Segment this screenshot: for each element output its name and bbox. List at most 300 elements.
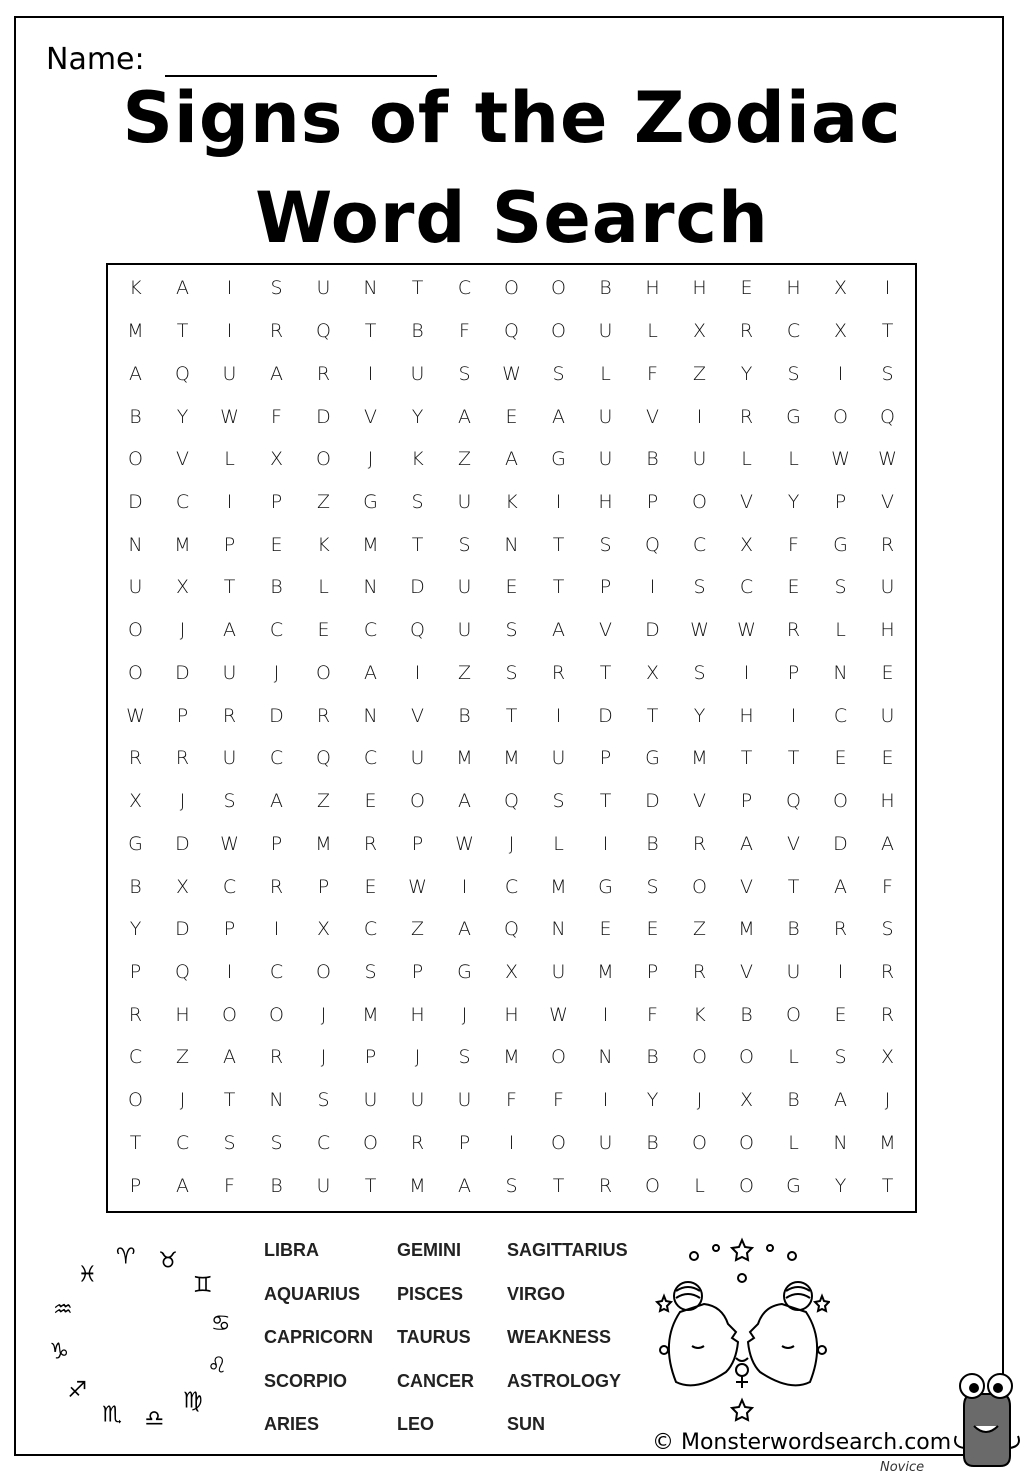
grid-cell[interactable]: H	[880, 619, 895, 642]
grid-cell[interactable]: N	[504, 533, 519, 556]
grid-cell[interactable]: P	[646, 960, 659, 983]
grid-cell[interactable]: Q	[880, 405, 895, 428]
grid-cell[interactable]: M	[362, 533, 379, 556]
grid-cell[interactable]: X	[316, 918, 331, 941]
grid-cell[interactable]: S	[364, 960, 377, 983]
grid-cell[interactable]: E	[364, 790, 377, 813]
grid-cell[interactable]: N	[833, 661, 848, 684]
grid-cell[interactable]: S	[881, 362, 894, 385]
grid-cell[interactable]: W	[502, 362, 521, 385]
grid-cell[interactable]: A	[129, 362, 142, 385]
grid-cell[interactable]: U	[880, 576, 895, 599]
grid-cell[interactable]: S	[599, 533, 612, 556]
grid-cell[interactable]: O	[692, 490, 707, 513]
grid-cell[interactable]: S	[505, 1174, 518, 1197]
grid-cell[interactable]: A	[458, 1174, 471, 1197]
word-search-grid[interactable]	[106, 263, 917, 1213]
grid-cell[interactable]: J	[320, 1046, 327, 1069]
grid-cell[interactable]: F	[553, 1089, 564, 1112]
grid-cell[interactable]: O	[786, 1003, 801, 1026]
grid-cell[interactable]: P	[458, 1131, 471, 1154]
grid-cell[interactable]: Y	[411, 405, 424, 428]
grid-cell[interactable]: P	[599, 747, 612, 770]
grid-cell[interactable]: Q	[504, 918, 519, 941]
grid-cell[interactable]: V	[411, 704, 424, 727]
grid-cell[interactable]: U	[786, 960, 801, 983]
grid-cell[interactable]: G	[598, 875, 613, 898]
grid-cell[interactable]: D	[128, 490, 143, 513]
grid-cell[interactable]: S	[270, 1131, 283, 1154]
grid-cell[interactable]: A	[834, 1089, 847, 1112]
grid-cell[interactable]: T	[552, 533, 565, 556]
grid-cell[interactable]: G	[457, 960, 472, 983]
grid-cell[interactable]: Z	[316, 490, 331, 513]
grid-cell[interactable]: S	[881, 918, 894, 941]
grid-cell[interactable]: C	[316, 1131, 331, 1154]
grid-cell[interactable]: A	[505, 448, 518, 471]
grid-cell[interactable]: J	[508, 832, 515, 855]
grid-cell[interactable]: H	[598, 490, 613, 513]
grid-cell[interactable]: V	[787, 832, 800, 855]
grid-cell[interactable]: N	[833, 1131, 848, 1154]
grid-cell[interactable]: P	[223, 918, 236, 941]
grid-cell[interactable]: F	[788, 533, 799, 556]
grid-cell[interactable]: M	[597, 960, 614, 983]
grid-cell[interactable]: Y	[693, 704, 706, 727]
grid-cell[interactable]: S	[317, 1089, 330, 1112]
grid-cell[interactable]: C	[786, 320, 801, 343]
grid-cell[interactable]: L	[647, 320, 658, 343]
grid-cell[interactable]: J	[179, 619, 186, 642]
grid-cell[interactable]: J	[461, 1003, 468, 1026]
grid-cell[interactable]: W	[690, 619, 709, 642]
grid-cell[interactable]: P	[834, 490, 847, 513]
grid-cell[interactable]: U	[222, 661, 237, 684]
grid-cell[interactable]: B	[646, 832, 659, 855]
grid-cell[interactable]: O	[504, 277, 519, 300]
grid-cell[interactable]: D	[645, 790, 660, 813]
grid-cell[interactable]: E	[599, 918, 612, 941]
grid-cell[interactable]: O	[551, 1046, 566, 1069]
grid-cell[interactable]: W	[737, 619, 756, 642]
grid-cell[interactable]: G	[551, 448, 566, 471]
grid-cell[interactable]: V	[740, 490, 753, 513]
grid-cell[interactable]: O	[222, 1003, 237, 1026]
grid-cell[interactable]: V	[176, 448, 189, 471]
grid-cell[interactable]: I	[555, 490, 562, 513]
grid-cell[interactable]: V	[364, 405, 377, 428]
grid-cell[interactable]: O	[316, 960, 331, 983]
grid-cell[interactable]: I	[555, 704, 562, 727]
grid-cell[interactable]: L	[835, 619, 846, 642]
grid-cell[interactable]: B	[646, 1046, 659, 1069]
grid-cell[interactable]: O	[692, 1046, 707, 1069]
grid-cell[interactable]: I	[461, 875, 468, 898]
grid-cell[interactable]: M	[315, 832, 332, 855]
grid-cell[interactable]: Q	[410, 619, 425, 642]
grid-cell[interactable]: R	[739, 320, 754, 343]
grid-cell[interactable]: R	[175, 747, 190, 770]
grid-cell[interactable]: A	[176, 277, 189, 300]
grid-cell[interactable]: E	[505, 576, 518, 599]
grid-cell[interactable]: E	[505, 405, 518, 428]
grid-cell[interactable]: X	[269, 448, 284, 471]
grid-cell[interactable]: P	[599, 576, 612, 599]
grid-cell[interactable]: P	[740, 790, 753, 813]
grid-cell[interactable]: X	[833, 320, 848, 343]
grid-cell[interactable]: H	[410, 1003, 425, 1026]
grid-cell[interactable]: M	[127, 320, 144, 343]
grid-cell[interactable]: T	[599, 661, 612, 684]
grid-cell[interactable]: W	[455, 832, 474, 855]
grid-cell[interactable]: O	[410, 790, 425, 813]
grid-cell[interactable]: P	[411, 832, 424, 855]
grid-cell[interactable]: B	[129, 405, 142, 428]
grid-cell[interactable]: B	[787, 918, 800, 941]
grid-cell[interactable]: S	[552, 790, 565, 813]
grid-cell[interactable]: M	[503, 747, 520, 770]
grid-cell[interactable]: J	[414, 1046, 421, 1069]
grid-cell[interactable]: O	[833, 790, 848, 813]
grid-cell[interactable]: C	[739, 576, 754, 599]
grid-cell[interactable]: X	[692, 320, 707, 343]
grid-cell[interactable]: O	[645, 1174, 660, 1197]
grid-cell[interactable]: U	[692, 448, 707, 471]
grid-cell[interactable]: D	[175, 661, 190, 684]
grid-cell[interactable]: T	[129, 1131, 142, 1154]
grid-cell[interactable]: T	[881, 320, 894, 343]
grid-cell[interactable]: P	[787, 661, 800, 684]
grid-cell[interactable]: U	[222, 362, 237, 385]
grid-cell[interactable]: L	[694, 1174, 705, 1197]
grid-cell[interactable]: Z	[457, 661, 472, 684]
grid-cell[interactable]: J	[367, 448, 374, 471]
grid-cell[interactable]: A	[223, 619, 236, 642]
grid-cell[interactable]: O	[128, 619, 143, 642]
grid-cell[interactable]: O	[551, 277, 566, 300]
grid-cell[interactable]: U	[410, 747, 425, 770]
grid-cell[interactable]: O	[316, 448, 331, 471]
grid-cell[interactable]: T	[552, 1174, 565, 1197]
grid-cell[interactable]: A	[270, 362, 283, 385]
grid-cell[interactable]: U	[457, 576, 472, 599]
grid-cell[interactable]: C	[269, 619, 284, 642]
grid-cell[interactable]: G	[786, 1174, 801, 1197]
grid-cell[interactable]: K	[317, 533, 330, 556]
grid-cell[interactable]: P	[129, 960, 142, 983]
grid-cell[interactable]: G	[363, 490, 378, 513]
grid-cell[interactable]: J	[884, 1089, 891, 1112]
grid-cell[interactable]: H	[786, 277, 801, 300]
grid-cell[interactable]: A	[458, 918, 471, 941]
grid-cell[interactable]: R	[880, 1003, 895, 1026]
grid-cell[interactable]: K	[505, 490, 518, 513]
grid-cell[interactable]: P	[129, 1174, 142, 1197]
grid-cell[interactable]: S	[458, 362, 471, 385]
grid-cell[interactable]: U	[128, 576, 143, 599]
grid-cell[interactable]: M	[691, 747, 708, 770]
grid-cell[interactable]: B	[129, 875, 142, 898]
grid-cell[interactable]: O	[692, 1131, 707, 1154]
grid-cell[interactable]: L	[788, 1131, 799, 1154]
grid-cell[interactable]: Y	[176, 405, 189, 428]
grid-cell[interactable]: E	[317, 619, 330, 642]
grid-cell[interactable]: W	[878, 448, 897, 471]
grid-cell[interactable]: S	[223, 790, 236, 813]
grid-cell[interactable]: I	[226, 960, 233, 983]
grid-cell[interactable]: A	[552, 619, 565, 642]
grid-cell[interactable]: P	[646, 490, 659, 513]
grid-cell[interactable]: R	[316, 362, 331, 385]
grid-cell[interactable]: K	[129, 277, 142, 300]
grid-cell[interactable]: O	[128, 661, 143, 684]
grid-cell[interactable]: U	[598, 405, 613, 428]
grid-cell[interactable]: I	[602, 832, 609, 855]
grid-cell[interactable]: O	[692, 875, 707, 898]
grid-cell[interactable]: H	[739, 704, 754, 727]
grid-cell[interactable]: D	[269, 704, 284, 727]
grid-cell[interactable]: N	[551, 918, 566, 941]
grid-cell[interactable]: Y	[646, 1089, 659, 1112]
grid-cell[interactable]: W	[549, 1003, 568, 1026]
grid-cell[interactable]: S	[646, 875, 659, 898]
grid-cell[interactable]: E	[881, 661, 894, 684]
grid-cell[interactable]: R	[739, 405, 754, 428]
grid-cell[interactable]: E	[881, 747, 894, 770]
grid-cell[interactable]: R	[551, 661, 566, 684]
grid-cell[interactable]: D	[598, 704, 613, 727]
grid-cell[interactable]: U	[363, 1089, 378, 1112]
grid-cell[interactable]: L	[741, 448, 752, 471]
grid-cell[interactable]: W	[831, 448, 850, 471]
grid-cell[interactable]: P	[317, 875, 330, 898]
grid-cell[interactable]: T	[646, 704, 659, 727]
grid-cell[interactable]: A	[834, 875, 847, 898]
grid-cell[interactable]: R	[880, 960, 895, 983]
grid-cell[interactable]: U	[880, 704, 895, 727]
grid-cell[interactable]: X	[880, 1046, 895, 1069]
grid-cell[interactable]: U	[551, 747, 566, 770]
grid-cell[interactable]: Q	[645, 533, 660, 556]
grid-cell[interactable]: N	[363, 576, 378, 599]
grid-cell[interactable]: E	[740, 277, 753, 300]
grid-cell[interactable]: Z	[692, 918, 707, 941]
grid-cell[interactable]: U	[457, 490, 472, 513]
grid-cell[interactable]: B	[740, 1003, 753, 1026]
grid-cell[interactable]: Y	[129, 918, 142, 941]
grid-cell[interactable]: C	[457, 277, 472, 300]
grid-cell[interactable]: M	[174, 533, 191, 556]
grid-cell[interactable]: D	[175, 832, 190, 855]
grid-cell[interactable]: K	[411, 448, 424, 471]
grid-cell[interactable]: R	[692, 832, 707, 855]
grid-cell[interactable]: F	[506, 1089, 517, 1112]
grid-cell[interactable]: T	[787, 875, 800, 898]
grid-cell[interactable]: Z	[316, 790, 331, 813]
grid-cell[interactable]: Q	[504, 320, 519, 343]
grid-cell[interactable]: I	[884, 277, 891, 300]
grid-cell[interactable]: N	[269, 1089, 284, 1112]
grid-cell[interactable]: C	[692, 533, 707, 556]
grid-cell[interactable]: N	[363, 277, 378, 300]
grid-cell[interactable]: F	[882, 875, 893, 898]
grid-cell[interactable]: B	[646, 1131, 659, 1154]
grid-cell[interactable]: O	[739, 1046, 754, 1069]
grid-cell[interactable]: R	[269, 320, 284, 343]
grid-cell[interactable]: P	[270, 832, 283, 855]
grid-cell[interactable]: G	[786, 405, 801, 428]
grid-cell[interactable]: I	[649, 576, 656, 599]
grid-cell[interactable]: L	[224, 448, 235, 471]
grid-cell[interactable]: C	[504, 875, 519, 898]
grid-cell[interactable]: R	[269, 1046, 284, 1069]
grid-cell[interactable]: T	[881, 1174, 894, 1197]
grid-cell[interactable]: X	[175, 576, 190, 599]
grid-cell[interactable]: E	[364, 875, 377, 898]
grid-cell[interactable]: H	[175, 1003, 190, 1026]
grid-cell[interactable]: S	[693, 576, 706, 599]
grid-cell[interactable]: H	[692, 277, 707, 300]
grid-cell[interactable]: T	[364, 320, 377, 343]
grid-cell[interactable]: S	[834, 1046, 847, 1069]
grid-cell[interactable]: L	[788, 448, 799, 471]
grid-cell[interactable]: U	[551, 960, 566, 983]
grid-cell[interactable]: N	[128, 533, 143, 556]
grid-cell[interactable]: O	[316, 661, 331, 684]
grid-cell[interactable]: D	[833, 832, 848, 855]
grid-cell[interactable]: M	[550, 875, 567, 898]
grid-cell[interactable]: B	[646, 448, 659, 471]
grid-cell[interactable]: I	[602, 1089, 609, 1112]
grid-cell[interactable]: G	[645, 747, 660, 770]
grid-cell[interactable]: U	[410, 1089, 425, 1112]
grid-cell[interactable]: U	[598, 320, 613, 343]
grid-cell[interactable]: L	[553, 832, 564, 855]
grid-cell[interactable]: J	[273, 661, 280, 684]
grid-cell[interactable]: T	[176, 320, 189, 343]
grid-cell[interactable]: U	[598, 448, 613, 471]
grid-cell[interactable]: V	[740, 960, 753, 983]
grid-cell[interactable]: F	[271, 405, 282, 428]
grid-cell[interactable]: U	[457, 1089, 472, 1112]
grid-cell[interactable]: Q	[175, 960, 190, 983]
grid-cell[interactable]: O	[739, 1174, 754, 1197]
grid-cell[interactable]: X	[739, 1089, 754, 1112]
grid-cell[interactable]: E	[834, 747, 847, 770]
grid-cell[interactable]: U	[598, 1131, 613, 1154]
grid-cell[interactable]: U	[457, 619, 472, 642]
grid-cell[interactable]: A	[740, 832, 753, 855]
grid-cell[interactable]: I	[508, 1131, 515, 1154]
grid-cell[interactable]: D	[316, 405, 331, 428]
grid-cell[interactable]: O	[833, 405, 848, 428]
grid-cell[interactable]: Z	[410, 918, 425, 941]
grid-cell[interactable]: T	[740, 747, 753, 770]
grid-cell[interactable]: Q	[316, 320, 331, 343]
grid-cell[interactable]: T	[411, 533, 424, 556]
grid-cell[interactable]: S	[552, 362, 565, 385]
grid-cell[interactable]: T	[364, 1174, 377, 1197]
grid-cell[interactable]: O	[128, 448, 143, 471]
grid-cell[interactable]: J	[696, 1089, 703, 1112]
grid-cell[interactable]: T	[552, 576, 565, 599]
grid-cell[interactable]: H	[645, 277, 660, 300]
grid-cell[interactable]: Y	[834, 1174, 847, 1197]
grid-cell[interactable]: O	[551, 320, 566, 343]
grid-cell[interactable]: P	[364, 1046, 377, 1069]
grid-cell[interactable]: U	[410, 362, 425, 385]
grid-cell[interactable]: T	[223, 1089, 236, 1112]
grid-cell[interactable]: S	[458, 1046, 471, 1069]
grid-cell[interactable]: D	[175, 918, 190, 941]
grid-cell[interactable]: D	[410, 576, 425, 599]
grid-cell[interactable]: S	[270, 277, 283, 300]
grid-cell[interactable]: C	[363, 747, 378, 770]
grid-cell[interactable]: F	[647, 1003, 658, 1026]
grid-cell[interactable]: G	[128, 832, 143, 855]
grid-cell[interactable]: Q	[786, 790, 801, 813]
grid-cell[interactable]: S	[787, 362, 800, 385]
grid-cell[interactable]: U	[316, 1174, 331, 1197]
grid-cell[interactable]: P	[411, 960, 424, 983]
grid-cell[interactable]: I	[602, 1003, 609, 1026]
grid-cell[interactable]: E	[646, 918, 659, 941]
grid-cell[interactable]: Z	[692, 362, 707, 385]
grid-cell[interactable]: S	[411, 490, 424, 513]
grid-cell[interactable]: I	[226, 277, 233, 300]
grid-cell[interactable]: I	[837, 960, 844, 983]
grid-cell[interactable]: K	[693, 1003, 706, 1026]
grid-cell[interactable]: W	[220, 405, 239, 428]
grid-cell[interactable]: U	[222, 747, 237, 770]
grid-cell[interactable]: B	[787, 1089, 800, 1112]
grid-cell[interactable]: X	[833, 277, 848, 300]
grid-cell[interactable]: I	[743, 661, 750, 684]
grid-cell[interactable]: B	[411, 320, 424, 343]
grid-cell[interactable]: S	[505, 619, 518, 642]
grid-cell[interactable]: T	[787, 747, 800, 770]
grid-cell[interactable]: R	[786, 619, 801, 642]
grid-cell[interactable]: C	[175, 490, 190, 513]
grid-cell[interactable]: S	[693, 661, 706, 684]
grid-cell[interactable]: I	[273, 918, 280, 941]
grid-cell[interactable]: B	[458, 704, 471, 727]
grid-cell[interactable]: O	[739, 1131, 754, 1154]
grid-cell[interactable]: J	[320, 1003, 327, 1026]
grid-cell[interactable]: X	[739, 533, 754, 556]
grid-cell[interactable]: V	[646, 405, 659, 428]
grid-cell[interactable]: T	[411, 277, 424, 300]
grid-cell[interactable]: S	[223, 1131, 236, 1154]
grid-cell[interactable]: A	[881, 832, 894, 855]
grid-cell[interactable]: M	[503, 1046, 520, 1069]
grid-cell[interactable]: J	[179, 1089, 186, 1112]
grid-cell[interactable]: P	[270, 490, 283, 513]
grid-cell[interactable]: U	[316, 277, 331, 300]
grid-cell[interactable]: C	[363, 619, 378, 642]
grid-cell[interactable]: E	[787, 576, 800, 599]
grid-cell[interactable]: P	[176, 704, 189, 727]
grid-cell[interactable]: V	[881, 490, 894, 513]
grid-cell[interactable]: B	[599, 277, 612, 300]
grid-cell[interactable]: O	[269, 1003, 284, 1026]
grid-cell[interactable]: O	[128, 1089, 143, 1112]
grid-cell[interactable]: R	[410, 1131, 425, 1154]
grid-cell[interactable]: S	[505, 661, 518, 684]
grid-cell[interactable]: A	[176, 1174, 189, 1197]
grid-cell[interactable]: C	[269, 747, 284, 770]
grid-cell[interactable]: Q	[316, 747, 331, 770]
